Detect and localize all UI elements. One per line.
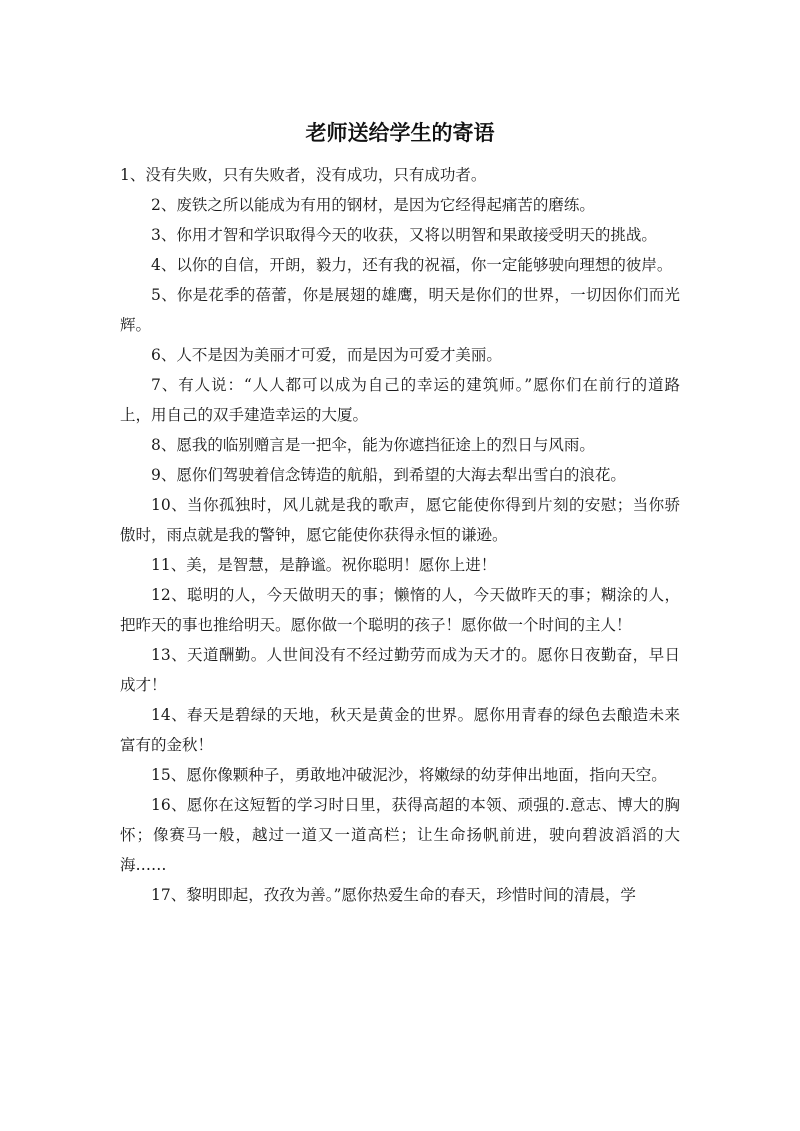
paragraph: 5、你是花季的蓓蕾，你是展翅的雄鹰，明天是你们的世界，一切因你们而光辉。 [120,286,680,334]
paragraph: 11、美，是智慧，是静谧。祝你聪明！愿你上进！ [151,556,497,574]
paragraph: 16、愿你在这短暂的学习时日里，获得高超的本领、顽强的.意志、博大的胸怀；像赛马一般，越过一道又一道高栏；让生命扬帆前进，驶向碧波滔滔的大海…… [120,796,680,874]
paragraph: 4、以你的自信，开朗，毅力，还有我的祝福，你一定能够驶向理想的彼岸。 [151,256,673,274]
paragraph: 1、没有失败，只有失败者，没有成功，只有成功者。 [120,166,487,184]
paragraph: 6、人不是因为美丽才可爱，而是因为可爱才美丽。 [151,346,502,364]
paragraph: 9、愿你们驾驶着信念铸造的航船，到希望的大海去犁出雪白的浪花。 [151,466,626,484]
paragraph: 13、天道酬勤。人世间没有不经过勤劳而成为天才的。愿你日夜勤奋，早日成才！ [120,646,680,694]
paragraph: 10、当你孤独时，风儿就是我的歌声，愿它能使你得到片刻的安慰；当你骄傲时，雨点就是我的警钟，愿它能使你获得永恒的谦逊。 [120,496,680,544]
paragraph: 15、愿你像颗种子，勇敢地冲破泥沙，将嫩绿的幼芽伸出地面，指向天空。 [151,766,667,784]
paragraph: 14、春天是碧绿的天地，秋天是黄金的世界。愿你用青春的绿色去酿造未来富有的金秋！ [120,706,680,754]
paragraph: 17、黎明即起，孜孜为善。”愿你热爱生命的春天，珍惜时间的清晨，学 [151,886,636,904]
document-title: 老师送给学生的寄语 [305,121,495,145]
paragraph: 8、愿我的临别赠言是一把伞，能为你遮挡征途上的烈日与风雨。 [151,436,595,454]
paragraph: 7、有人说：“人人都可以成为自己的幸运的建筑师。”愿你们在前行的道路上，用自己的双手建造幸运的大厦。 [120,376,680,424]
document-body [120,160,680,910]
paragraph: 12、聪明的人，今天做明天的事；懒惰的人，今天做昨天的事；糊涂的人，把昨天的事也推给明天。愿你做一个聪明的孩子！愿你做一个时间的主人！ [120,586,680,634]
paragraph: 3、你用才智和学识取得今天的收获，又将以明智和果敢接受明天的挑战。 [151,226,657,244]
paragraph: 2、废铁之所以能成为有用的钢材，是因为它经得起痛苦的磨练。 [151,196,595,214]
